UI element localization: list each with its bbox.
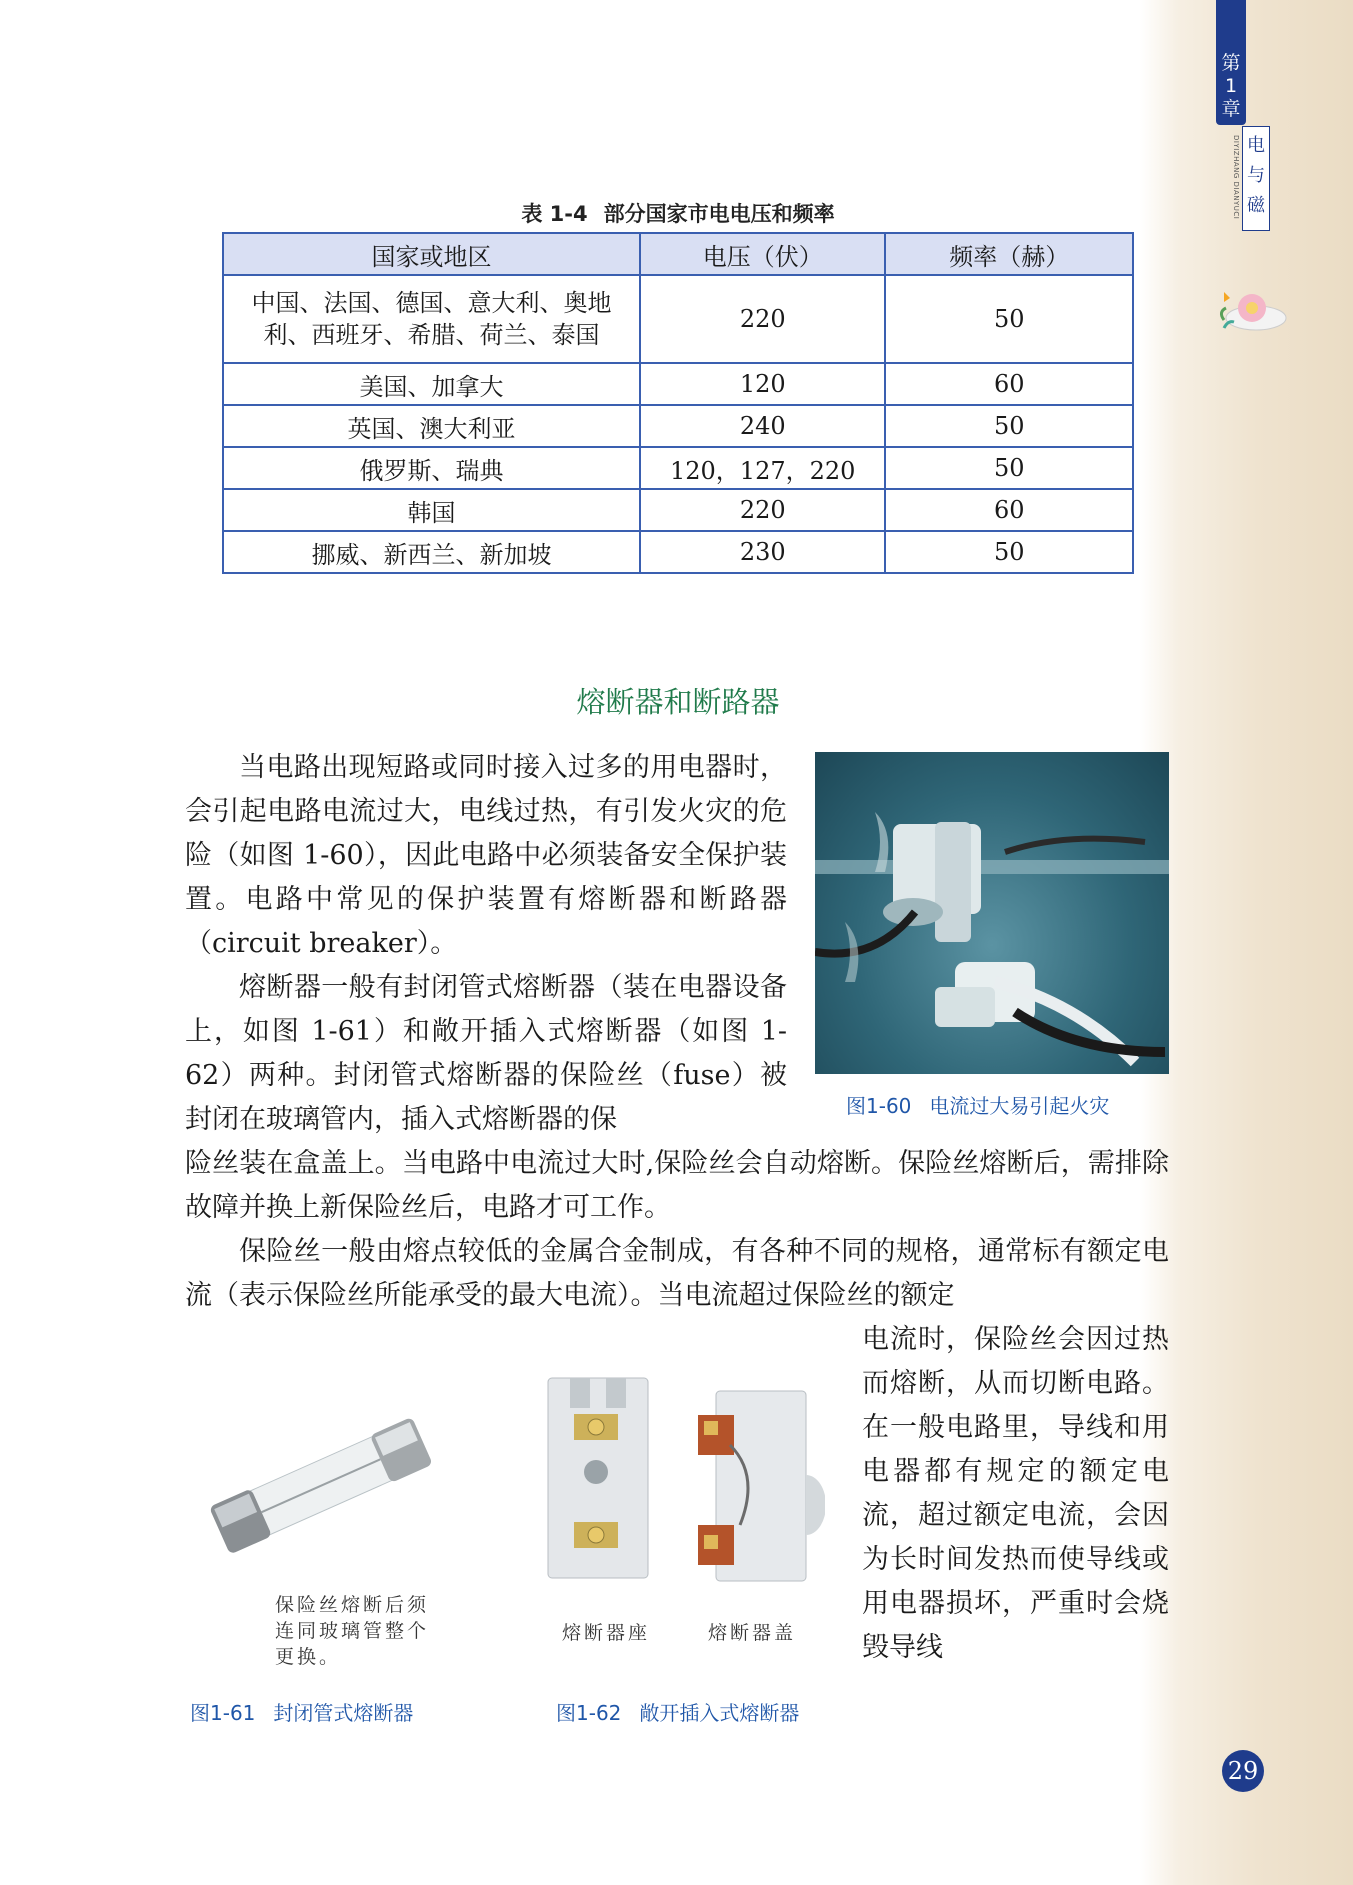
chapter-name-char: 电 [1247,135,1265,156]
table-number: 表 1-4 [521,202,588,226]
figure-caption-1-60 [846,1090,1109,1119]
table-cell-region: 俄罗斯、瑞典 [223,447,640,489]
paragraph-2b: 险丝装在盒盖上。当电路中电流过大时,保险丝会自动熔断。保险丝熔断后，需排除故障并换上新保险丝后，电路才可工作。 [185,1148,1169,1223]
fuse-note [275,1592,429,1670]
figure-caption-text: 敞开插入式熔断器 [639,1701,800,1725]
chapter-tab [1216,0,1246,125]
figure-number: 图1-60 [846,1094,912,1118]
section-heading: 熔断器和断路器 [576,685,780,719]
table-row [223,363,1133,405]
fire-photo [815,752,1169,1074]
table-cell-frequency: 50 [885,275,1133,363]
fuse-base-label: 熔断器座 [562,1622,651,1644]
fuse-cover-label: 熔断器盖 [708,1622,797,1644]
table-cell-voltage: 120 [640,363,886,405]
table-cell-voltage: 220 [640,489,886,531]
table-row [223,489,1133,531]
figure-caption-text: 封闭管式熔断器 [273,1701,414,1725]
paragraph-1: 当电路出现短路或同时接入过多的用电器时，会引起电路电流过大，电线过热，有引发火灾的危险（如图 1-60），因此电路中必须装备安全保护装置。电路中常见的保护装置有熔断器和断路器（circuit breaker）。 [185,752,787,959]
table-cell-frequency: 50 [885,405,1133,447]
table-header: 国家或地区 [223,233,640,275]
table-cell-voltage: 240 [640,405,886,447]
table-cell-frequency: 60 [885,363,1133,405]
chapter-char: 第 [1221,52,1241,74]
table-title [222,198,1134,228]
table-row [223,447,1133,489]
table-cell-region: 英国、澳大利亚 [223,405,640,447]
table-title-text: 部分国家市电电压和频率 [603,202,835,226]
table-cell-region [223,275,640,363]
chapter-name-char: 与 [1247,165,1265,186]
fuse-note-line: 更换。 [275,1646,342,1668]
figure-number: 图1-62 [556,1701,622,1725]
paragraph-3b: 电流时，保险丝会因过热而熔断，从而切断电路。在一般电路里，导线和用电器都有规定的额定电流，超过额定电流，会因为长时间发热而使导线或用电器损坏，严重时会烧毁导线 [862,1324,1169,1663]
chapter-name-char: 磁 [1247,195,1265,216]
voltage-frequency-table [222,232,1134,574]
table-row [223,275,1133,363]
table-cell-frequency: 50 [885,531,1133,573]
table-header: 频率（赫） [885,233,1133,275]
chapter-pinyin: DIYIZHANG DIANYUCI [1232,135,1240,220]
table-cell-region: 韩国 [223,489,640,531]
paragraph-3a: 保险丝一般由熔点较低的金属合金制成，有各种不同的规格，通常标有额定电流（表示保险丝所能承受的最大电流）。当电流超过保险丝的额定 [185,1236,1169,1311]
region-line: 利、西班牙、希腊、荷兰、泰国 [263,321,600,349]
table-cell-voltage: 120，127，220 [640,447,886,489]
glass-tube-fuse-image [190,1400,460,1570]
figure-number: 图1-61 [190,1701,256,1725]
figure-caption-1-61 [190,1697,413,1726]
table-cell-frequency: 60 [885,489,1133,531]
teacup-icon [1212,278,1296,338]
table-cell-region: 挪威、新西兰、新加坡 [223,531,640,573]
fuse-base-image [540,1372,660,1587]
region-line: 中国、法国、德国、意大利、奥地 [251,289,612,317]
fuse-cover-image [690,1385,825,1590]
table-cell-voltage: 220 [640,275,886,363]
fuse-note-line: 保险丝熔断后须 [275,1594,430,1616]
table-cell-region: 美国、加拿大 [223,363,640,405]
table-header-row [223,233,1133,275]
fire-photo-illustration [815,752,1169,1074]
paragraph-2a: 熔断器一般有封闭管式熔断器（装在电器设备上，如图 1-61）和敞开插入式熔断器（如图 1-62）两种。封闭管式熔断器的保险丝（fuse）被封闭在玻璃管内，插入式熔断器的保 [185,972,787,1135]
table-header: 电压（伏） [640,233,886,275]
table-row [223,405,1133,447]
figure-caption-1-62 [556,1697,799,1726]
chapter-char: 1 [1224,75,1238,97]
chapter-name [1242,126,1270,231]
table-row [223,531,1133,573]
table-cell-frequency: 50 [885,447,1133,489]
figure-caption-text: 电流过大易引起火灾 [929,1094,1110,1118]
page-number: 29 [1222,1750,1264,1792]
chapter-char: 章 [1221,98,1241,120]
fuse-note-line: 连同玻璃管整个 [275,1620,430,1642]
table-cell-voltage: 230 [640,531,886,573]
